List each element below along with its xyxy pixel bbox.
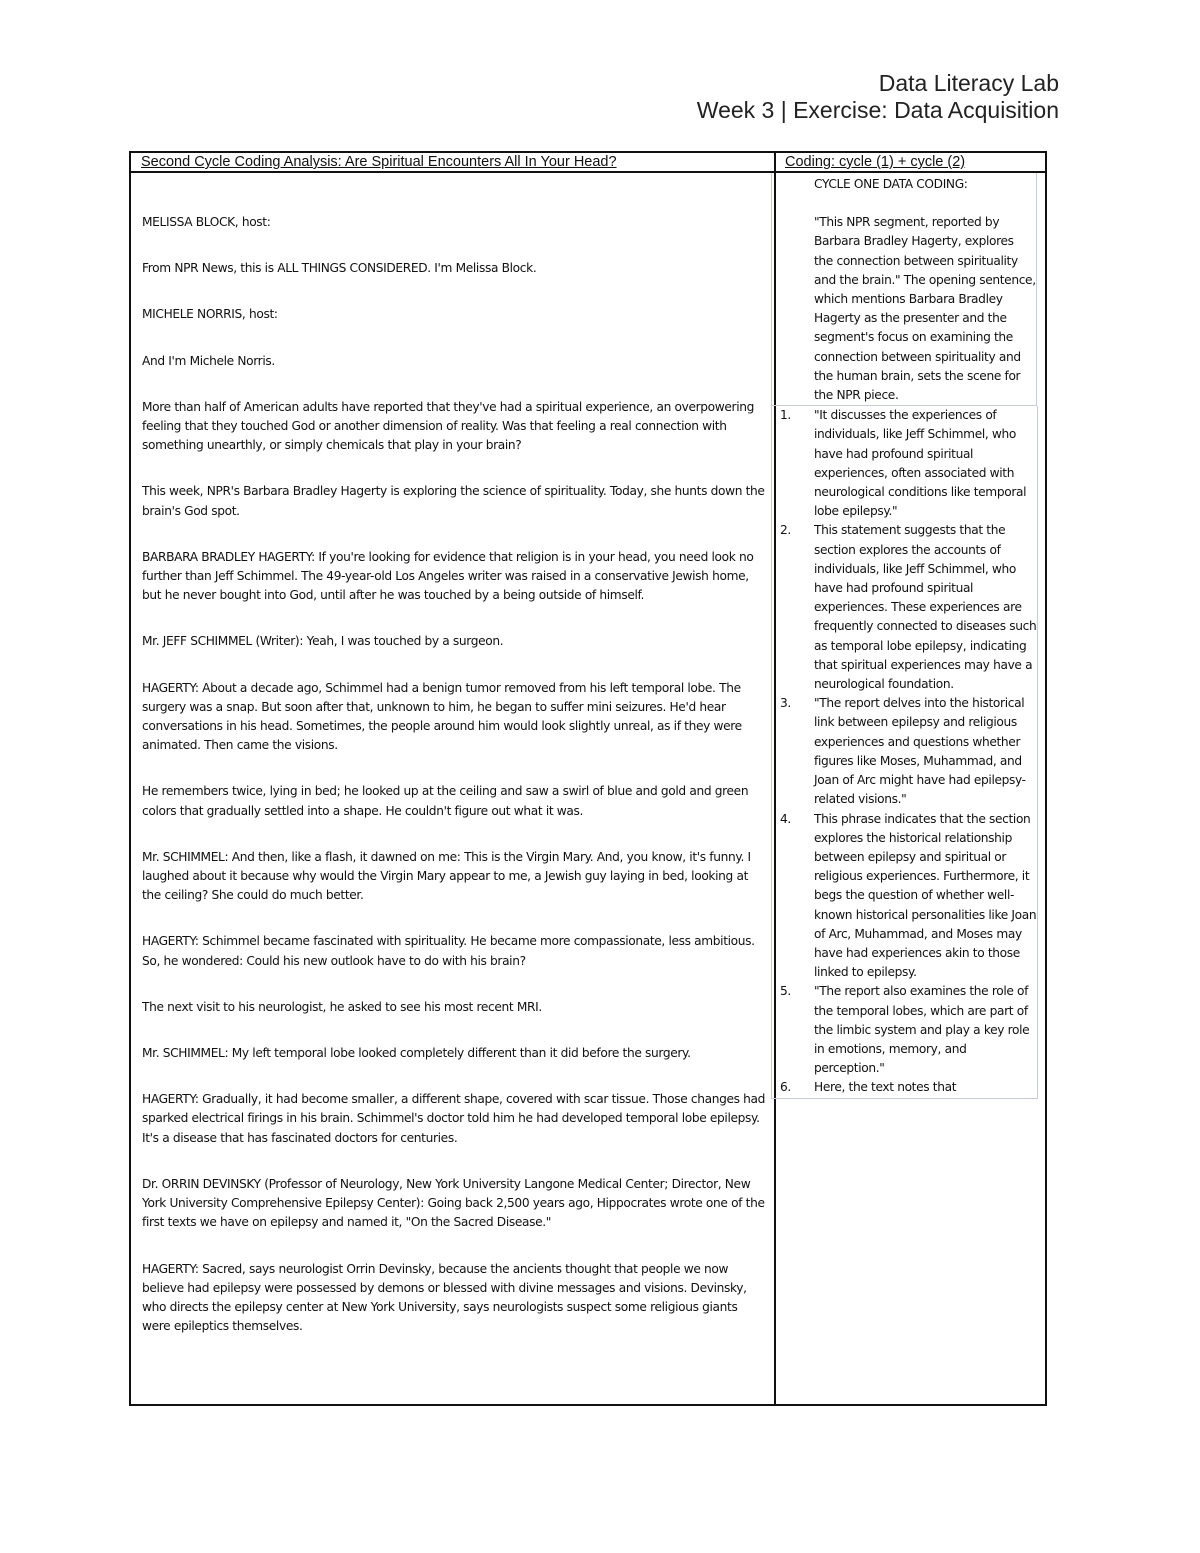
- coding-item: [772, 1078, 1037, 1097]
- item-text: This statement suggests that the section explores the accounts of individuals, like Jeff Schimmel, who have had profound spiritual experiences. These experiences are frequently connected to diseases such as temporal lobe epilepsy, indicating that spiritual experiences may have a neurological foundation.: [814, 523, 1037, 692]
- transcript-paragraph: He remembers twice, lying in bed; he looked up at the ceiling and saw a swirl of blue and gold and green colors that gradually settled into a shape. He couldn't figure out what it was.: [142, 784, 749, 818]
- transcript-paragraph: Dr. ORRIN DEVINSKY (Professor of Neurology, New York University Langone Medical Center; Director, New York University Comprehensive Epilepsy Center): Going back 2,500 years ago, Hippocrates wrote one of the first texts we have on epilepsy and named it, "On the Sacred Disease.": [142, 1176, 765, 1230]
- transcript-paragraph: HAGERTY: Sacred, says neurologist Orrin Devinsky, because the ancients thought that people we now believe had epilepsy were possessed by demons or blessed with divine messages and visions. Devinsky, who directs the epilepsy center at New York University, says neurologists suspect some religious giants were epileptics themselves.: [142, 1261, 747, 1334]
- transcript-paragraph: MELISSA BLOCK, host:: [142, 215, 271, 229]
- transcript-column: [142, 213, 766, 1363]
- item-number: 2.: [780, 523, 791, 538]
- transcript-paragraph: HAGERTY: Schimmel became fascinated with spirituality. He became more compassionate, less ambitious. So, he wondered: Could his new outlook have to do with his brain?: [142, 934, 755, 968]
- course-title: Data Literacy Lab: [878, 70, 1059, 96]
- transcript-paragraph: Mr. SCHIMMEL: My left temporal lobe looked completely different than it did before the surgery.: [142, 1046, 691, 1061]
- page-header: [697, 70, 1059, 124]
- cycle-one-text: "This NPR segment, reported by Barbara Bradley Hagerty, explores the connection between spirituality and the brain." The opening sentence, which mentions Barbara Bradley Hagerty as the presenter and the segment's focus on examining the connection between spirituality and the human brain, sets the scene for the NPR piece.: [814, 215, 1036, 403]
- coding-item: [772, 521, 1037, 694]
- item-text: Here, the text notes that: [814, 1080, 957, 1095]
- transcript-paragraph: From NPR News, this is ALL THINGS CONSIDERED. I'm Melissa Block.: [142, 261, 537, 276]
- coding-heading: Coding: cycle (1) + cycle (2): [785, 154, 966, 170]
- transcript-paragraph: The next visit to his neurologist, he asked to see his most recent MRI.: [142, 999, 542, 1014]
- item-number: 6.: [780, 1080, 791, 1095]
- transcript-heading: Second Cycle Coding Analysis: Are Spiritual Encounters All In Your Head?: [141, 154, 617, 170]
- coding-list: [771, 406, 1038, 1098]
- cycle-one-box: [771, 173, 1037, 406]
- item-text: This phrase indicates that the section explores the historical relationship between epilepsy and spiritual or religious experiences. Furthermore, it begs the question of whether well-known historical personalities like Joan of Arc, Muhammad, and Moses may have had experiences akin to those linked to epilepsy.: [814, 811, 1037, 980]
- coding-item: [772, 982, 1037, 1078]
- transcript-paragraph: Mr. JEFF SCHIMMEL (Writer): Yeah, I was touched by a surgeon.: [142, 634, 504, 649]
- transcript-paragraph: HAGERTY: About a decade ago, Schimmel had a benign tumor removed from his left temporal lobe. The surgery was a snap. But soon after that, unknown to him, he began to suffer mini seizures. He'd hear conversations in his head. Sometimes, the people around him would look slightly unreal, as if they were animated. Then came the visions.: [142, 680, 742, 753]
- coding-item: [772, 810, 1037, 983]
- transcript-paragraph: BARBARA BRADLEY HAGERTY: If you're looking for evidence that religion is in your head, you need look no further than Jeff Schimmel. The 49-year-old Los Angeles writer was raised in a conservative Jewish home, but he never bought into God, until after he was touched by a being outside of himself.: [142, 549, 754, 603]
- item-number: 5.: [780, 984, 791, 999]
- coding-item: [772, 694, 1037, 809]
- item-number: 3.: [780, 696, 791, 711]
- item-text: "It discusses the experiences of individuals, like Jeff Schimmel, who have had profound spiritual experiences, often associated with neurological conditions like temporal lobe epilepsy.": [814, 408, 1027, 519]
- coding-table: [129, 151, 1047, 1406]
- transcript-paragraph: This week, NPR's Barbara Bradley Hagerty is exploring the science of spirituality. Today, she hunts down the brain's God spot.: [142, 484, 765, 518]
- item-text: "The report also examines the role of the temporal lobes, which are part of the limbic system and play a key role in emotions, memory, and perception.": [814, 984, 1030, 1076]
- exercise-title: Week 3 | Exercise: Data Acquisition: [696, 97, 1059, 123]
- item-number: 1.: [780, 408, 791, 423]
- coding-item: [772, 406, 1037, 521]
- transcript-paragraph: More than half of American adults have reported that they've had a spiritual experience, an overpowering feeling that they touched God or another dimension of reality. Was that feeling a real connection with something unearthly, or simply chemicals that play in your brain?: [142, 399, 754, 453]
- transcript-paragraph: And I'm Michele Norris.: [142, 353, 275, 368]
- item-text: "The report delves into the historical link between epilepsy and religious experiences and questions whether figures like Moses, Muhammad, and Joan of Arc might have had epilepsy-related visions.": [814, 696, 1026, 807]
- item-number: 4.: [780, 811, 791, 826]
- transcript-paragraph: MICHELE NORRIS, host:: [142, 307, 278, 322]
- cycle-one-title: CYCLE ONE DATA CODING:: [814, 177, 968, 191]
- transcript-paragraph: HAGERTY: Gradually, it had become smaller, a different shape, covered with scar tissue. Those changes had sparked electrical firings in his brain. Schimmel's doctor told him he had developed temporal lobe epilepsy. It's a disease that has fascinated doctors for centuries.: [142, 1092, 766, 1145]
- coding-column: [780, 173, 1039, 1099]
- transcript-paragraph: Mr. SCHIMMEL: And then, like a flash, it dawned on me: This is the Virgin Mary. And, you know, it's funny. I laughed about it because why would the Virgin Mary appear to me, a Jewish guy laying in bed, looking at the ceiling? She could do much better.: [142, 849, 751, 903]
